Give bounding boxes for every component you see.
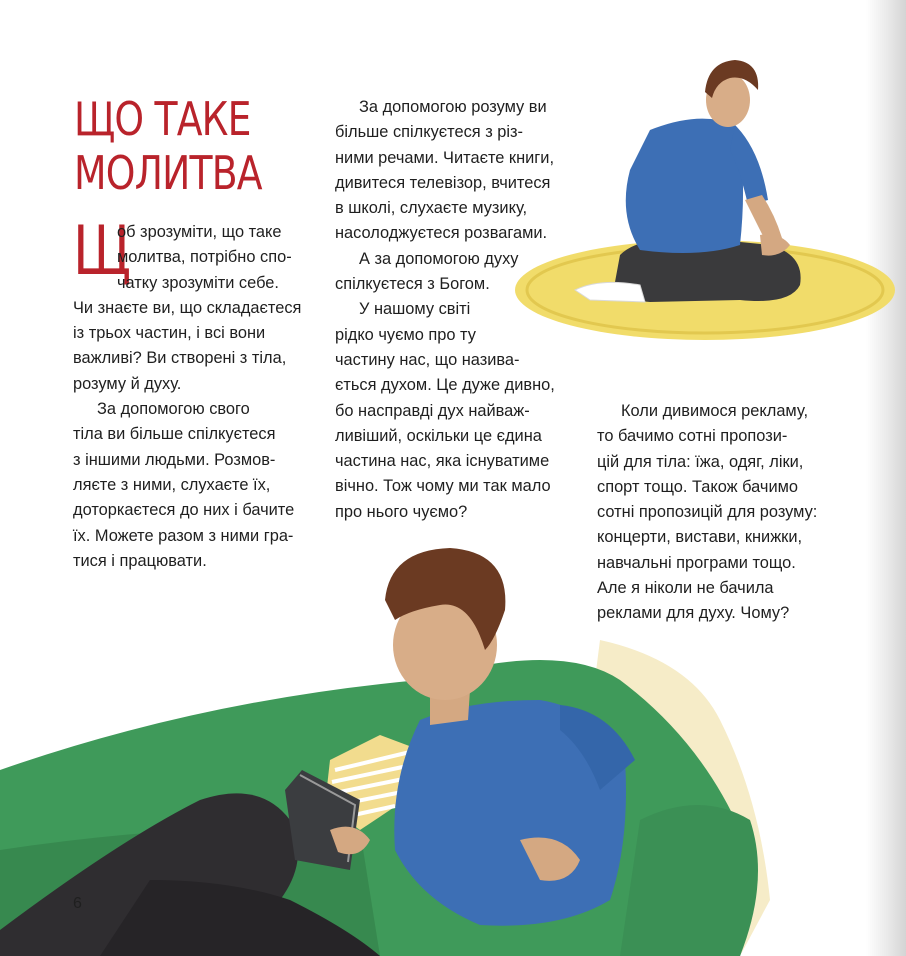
title-line-2: МОЛИТВА bbox=[74, 146, 262, 200]
text-line: ливіший, оскільки це єдина bbox=[335, 426, 542, 445]
text-column-2 bbox=[335, 95, 585, 525]
text-line: ється духом. Це дуже дивно, bbox=[335, 376, 555, 395]
text-column-1 bbox=[73, 212, 323, 574]
text-line: цій для тіла: їжа, одяг, ліки, bbox=[597, 452, 804, 471]
text-line: в школі, слухаєте музику, bbox=[335, 199, 528, 218]
text-line: За допомогою свого bbox=[97, 400, 250, 419]
text-line: бо насправді дух найваж- bbox=[335, 401, 530, 420]
text-line: ними речами. Читаєте книги, bbox=[335, 148, 555, 167]
text-column-3 bbox=[597, 399, 857, 627]
text-line: концерти, вистави, книжки, bbox=[597, 528, 803, 547]
paragraph bbox=[597, 399, 857, 627]
text-line: За допомогою розуму ви bbox=[359, 98, 547, 116]
text-line: молитва, потрібно спо- bbox=[117, 248, 292, 267]
text-line: насолоджуєтеся розвагами. bbox=[335, 224, 548, 243]
text-line: більше спілкуєтеся з різ- bbox=[335, 123, 524, 142]
drop-cap-letter: Щ bbox=[73, 212, 132, 291]
text-line: вічно. Тож чому ми так мало bbox=[335, 477, 551, 496]
text-line: чатку зрозуміти себе. bbox=[117, 273, 279, 292]
paragraph bbox=[335, 297, 585, 525]
text-line: навчальні програми тощо. bbox=[597, 553, 796, 572]
text-line: то бачимо сотні пропози- bbox=[597, 427, 788, 446]
paragraph bbox=[73, 212, 323, 397]
text-line: ляєте з ними, слухаєте їх, bbox=[73, 475, 271, 494]
text-line: дивитеся телевізор, вчитеся bbox=[335, 173, 551, 192]
paragraph bbox=[335, 95, 585, 247]
text-line: спілкуєтеся з Богом. bbox=[335, 275, 490, 294]
text-line: Коли дивимося рекламу, bbox=[621, 402, 808, 420]
title-line-1: ЩО ТАКЕ bbox=[74, 92, 251, 146]
text-line: рідко чуємо про ту bbox=[335, 325, 476, 344]
text-line: Чи знаєте ви, що складаєтеся bbox=[73, 298, 302, 317]
text-line: А за допомогою духу bbox=[359, 249, 519, 268]
text-line: спорт тощо. Також бачимо bbox=[597, 477, 799, 496]
text-line: частину нас, що назива- bbox=[335, 350, 520, 369]
text-line: об зрозуміти, що таке bbox=[117, 223, 282, 241]
text-line: про нього чуємо? bbox=[335, 502, 468, 521]
text-line: сотні пропозицій для розуму: bbox=[597, 503, 818, 522]
paragraph bbox=[335, 247, 585, 298]
text-line: розуму й духу. bbox=[73, 374, 182, 393]
text-line: тися і працювати. bbox=[73, 551, 207, 570]
text-line: із трьох частин, і всі вони bbox=[73, 324, 266, 343]
text-line: доторкаєтеся до них і бачите bbox=[73, 501, 295, 520]
text-line: У нашому світі bbox=[359, 300, 471, 319]
page-title bbox=[74, 92, 271, 200]
text-line: реклами для духу. Чому? bbox=[597, 604, 790, 623]
page-number: 6 bbox=[73, 895, 82, 912]
text-line: їх. Можете разом з ними гра- bbox=[73, 526, 294, 545]
text-line: частина нас, яка існуватиме bbox=[335, 452, 550, 471]
paragraph bbox=[73, 397, 323, 574]
text-line: з іншими людьми. Розмов- bbox=[73, 450, 276, 469]
text-line: тіла ви більше спілкуєтеся bbox=[73, 425, 276, 444]
text-line: важливі? Ви створені з тіла, bbox=[73, 349, 287, 368]
text-line: Але я ніколи не бачила bbox=[597, 579, 774, 598]
